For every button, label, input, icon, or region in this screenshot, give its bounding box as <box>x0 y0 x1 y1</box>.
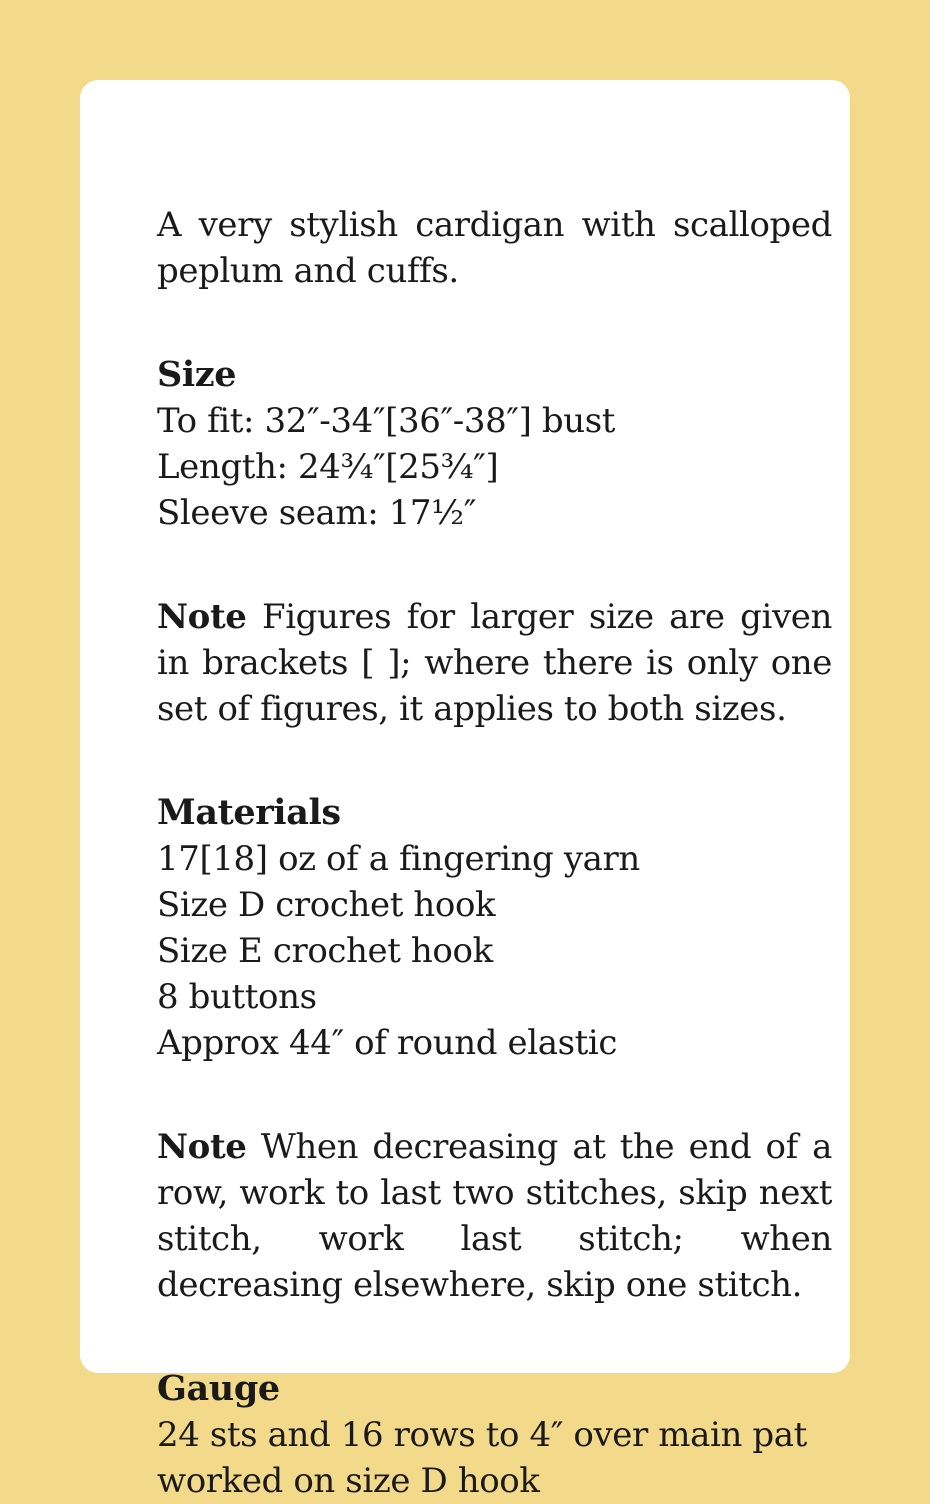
note-sizes-text: Figures for larger size are given in brackets [ ]; where there is only one set of figures, it applies to both sizes. <box>157 597 832 729</box>
note-sizes-label: Note <box>157 597 247 637</box>
pattern-card <box>80 80 850 1501</box>
size-line-sleeve: Sleeve seam: 17½″ <box>157 493 477 533</box>
size-section <box>157 352 832 536</box>
materials-item-elastic: Approx 44″ of round elastic <box>157 1023 618 1063</box>
intro-paragraph: A very stylish cardigan with scalloped peplum and cuffs. <box>157 205 832 291</box>
materials-item-hook-d: Size D crochet hook <box>157 885 496 925</box>
gauge-line-stitches: 24 sts and 16 rows to 4″ over main pat <box>157 1415 807 1455</box>
size-line-length: Length: 24¾″[25¾″] <box>157 447 499 487</box>
note-decreasing-label: Note <box>157 1127 247 1167</box>
materials-heading: Materials <box>157 792 341 833</box>
materials-section <box>157 790 832 1066</box>
size-line-fit: To fit: 32″-34″[36″-38″] bust <box>157 401 616 441</box>
materials-item-buttons: 8 buttons <box>157 977 317 1017</box>
gauge-line-hook: worked on size D hook <box>157 1461 540 1501</box>
note-decreasing <box>157 1124 832 1308</box>
note-decreasing-text: When decreasing at the end of a row, work to last two stitches, skip next stitch, work last stitch; when decreasing elsewhere, skip one stitch. <box>157 1127 832 1305</box>
pattern-text <box>157 202 832 1504</box>
size-heading: Size <box>157 354 237 395</box>
gauge-heading: Gauge <box>157 1368 280 1409</box>
materials-item-yarn: 17[18] oz of a fingering yarn <box>157 839 640 879</box>
note-sizes <box>157 594 832 732</box>
gauge-section <box>157 1366 832 1504</box>
materials-item-hook-e: Size E crochet hook <box>157 931 493 971</box>
